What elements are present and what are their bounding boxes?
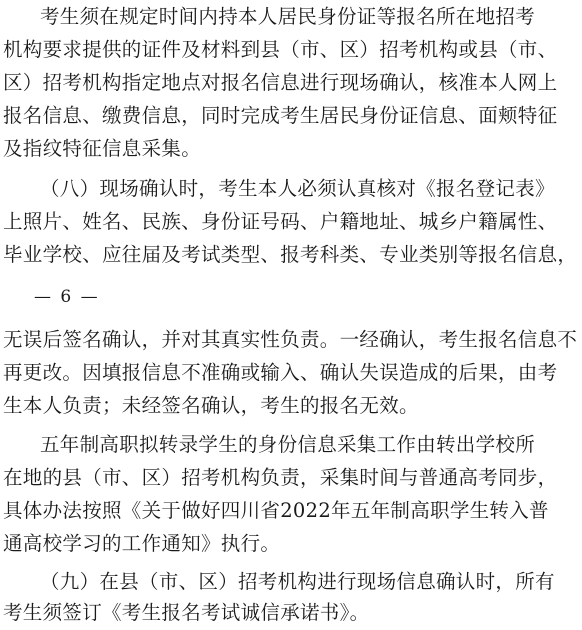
paragraph-line: 生本人负责；未经签名确认，考生的报名无效。 bbox=[3, 394, 419, 417]
paragraph-line: 再更改。因填报信息不准确或输入、确认失误造成的后果，由考 bbox=[3, 361, 558, 384]
paragraph-line: 考生须在规定时间内持本人居民身份证等报名所在地招考 bbox=[40, 5, 536, 28]
paragraph-line: 无误后签名确认，并对其真实性负责。一经确认，考生报名信息不 bbox=[3, 328, 578, 351]
page-number: — 6 — bbox=[34, 287, 100, 307]
paragraph-line: 在地的县（市、区）招考机构负责，采集时间与普通高考同步， bbox=[3, 466, 558, 489]
paragraph-line: （八）现场确认时，考生本人必须认真核对《报名登记表》 bbox=[40, 177, 555, 200]
paragraph-line: 考生须签订《考生报名考试诚信承诺书》。 bbox=[3, 601, 370, 624]
paragraph-line: 通高校学习的工作通知》执行。 bbox=[3, 532, 281, 555]
paragraph-line: 机构要求提供的证件及材料到县（市、区）招考机构或县（市、 bbox=[3, 38, 558, 61]
paragraph-line: 五年制高职拟转录学生的身份信息采集工作由转出学校所 bbox=[40, 433, 536, 456]
paragraph-line: 上照片、姓名、民族、身份证号码、户籍地址、城乡户籍属性、 bbox=[3, 210, 558, 233]
paragraph-line: 具体办法按照《关于做好四川省2022年五年制高职学生转入普 bbox=[3, 499, 549, 522]
paragraph-line: 毕业学校、应往届及考试类型、报考科类、专业类别等报名信息， bbox=[3, 243, 578, 266]
paragraph-line: 及指纹特征信息采集。 bbox=[3, 137, 202, 160]
paragraph-line: 报名信息、缴费信息，同时完成考生居民身份证信息、面颊特征 bbox=[3, 104, 558, 127]
paragraph-line: 区）招考机构指定地点对报名信息进行现场确认，核准本人网上 bbox=[3, 71, 558, 94]
paragraph-line: （九）在县（市、区）招考机构进行现场信息确认时，所有 bbox=[40, 570, 555, 593]
